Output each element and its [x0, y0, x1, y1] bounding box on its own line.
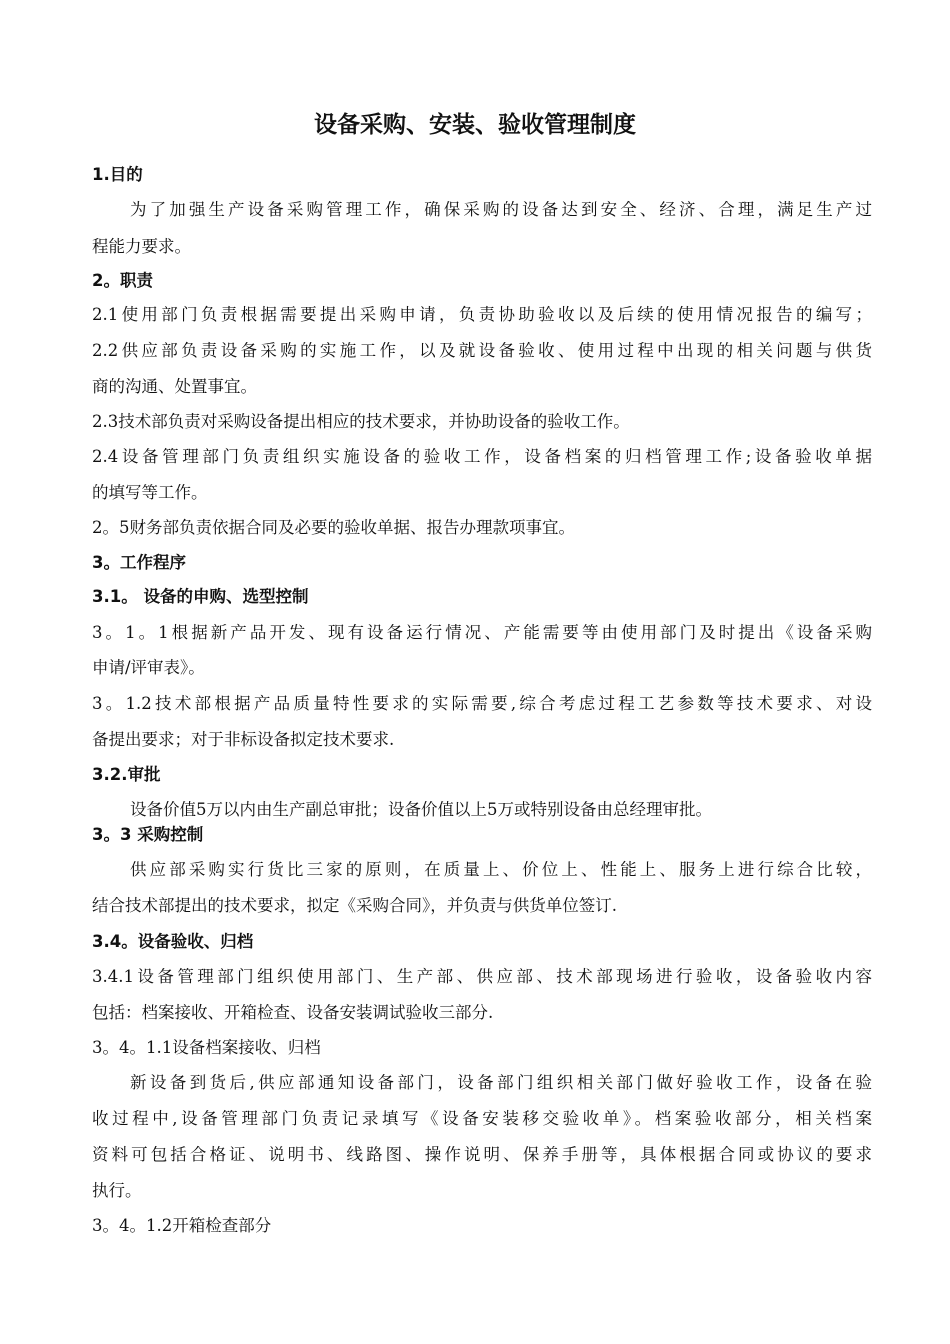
paragraph-line: 资料可包括合格证、说明书、线路图、操作说明、保养手册等，具体根据合同或协议的要求 [92, 1145, 872, 1164]
subsection-heading-3-2: 3.2.审批 [92, 765, 161, 784]
paragraph-line: 商的沟通、处置事宜。 [92, 377, 257, 396]
paragraph-line: 供应部采购实行货比三家的原则，在质量上、价位上、性能上、服务上进行综合比较， [130, 860, 872, 879]
paragraph-line: 3。1。1根据新产品开发、现有设备运行情况、产能需要等由使用部门及时提出《设备采购 [92, 623, 872, 642]
paragraph-line: 2.1使用部门负责根据需要提出采购申请，负责协助验收以及后续的使用情况报告的编写； [92, 305, 872, 324]
paragraph-line: 备提出要求；对于非标设备拟定技术要求. [92, 730, 395, 749]
paragraph-line: 申请/评审表》。 [92, 658, 205, 677]
paragraph-line: 收过程中,设备管理部门负责记录填写《设备安装移交验收单》。档案验收部分，相关档案 [92, 1109, 872, 1128]
document-title: 设备采购、安装、验收管理制度 [314, 112, 636, 138]
subsection-heading-3-3: 3。3 采购控制 [92, 825, 204, 844]
section-heading-procedure: 3。工作程序 [92, 553, 186, 572]
paragraph-line: 执行。 [92, 1181, 142, 1200]
paragraph-line: 为了加强生产设备采购管理工作，确保采购的设备达到安全、经济、合理，满足生产过 [130, 200, 872, 219]
section-heading-duties: 2。职责 [92, 271, 153, 290]
paragraph-line: 3.4.1设备管理部门组织使用部门、生产部、供应部、技术部现场进行验收，设备验收内容 [92, 967, 872, 986]
paragraph-line: 结合技术部提出的技术要求，拟定《采购合同》，并负责与供货单位签订. [92, 896, 617, 915]
paragraph-line: 2。5财务部负责依据合同及必要的验收单据、报告办理款项事宜。 [92, 518, 575, 537]
subsection-heading-3-1: 3.1。 设备的申购、选型控制 [92, 587, 309, 606]
paragraph-line: 的填写等工作。 [92, 483, 208, 502]
paragraph-line: 3。4。1.1设备档案接收、归档 [92, 1038, 321, 1057]
paragraph-line: 新设备到货后,供应部通知设备部门，设备部门组织相关部门做好验收工作，设备在验 [130, 1073, 872, 1092]
section-heading-purpose: 1.目的 [92, 165, 143, 184]
paragraph-line: 包括：档案接收、开箱检查、设备安装调试验收三部分. [92, 1003, 494, 1022]
paragraph-line: 设备价值5万以内由生产副总审批；设备价值以上5万或特别设备由总经理审批。 [130, 800, 712, 819]
subsection-heading-3-4: 3.4。设备验收、归档 [92, 932, 254, 951]
paragraph-line: 3。1.2技术部根据产品质量特性要求的实际需要,综合考虑过程工艺参数等技术要求、对设 [92, 694, 872, 713]
paragraph-line: 2.3技术部负责对采购设备提出相应的技术要求，并协助设备的验收工作。 [92, 412, 630, 431]
paragraph-line: 2.4设备管理部门负责组织实施设备的验收工作，设备档案的归档管理工作;设备验收单据 [92, 447, 872, 466]
paragraph-line: 2.2供应部负责设备采购的实施工作，以及就设备验收、使用过程中出现的相关问题与供货 [92, 341, 872, 360]
paragraph-line: 3。4。1.2开箱检查部分 [92, 1216, 272, 1235]
paragraph-line: 程能力要求。 [92, 237, 191, 256]
